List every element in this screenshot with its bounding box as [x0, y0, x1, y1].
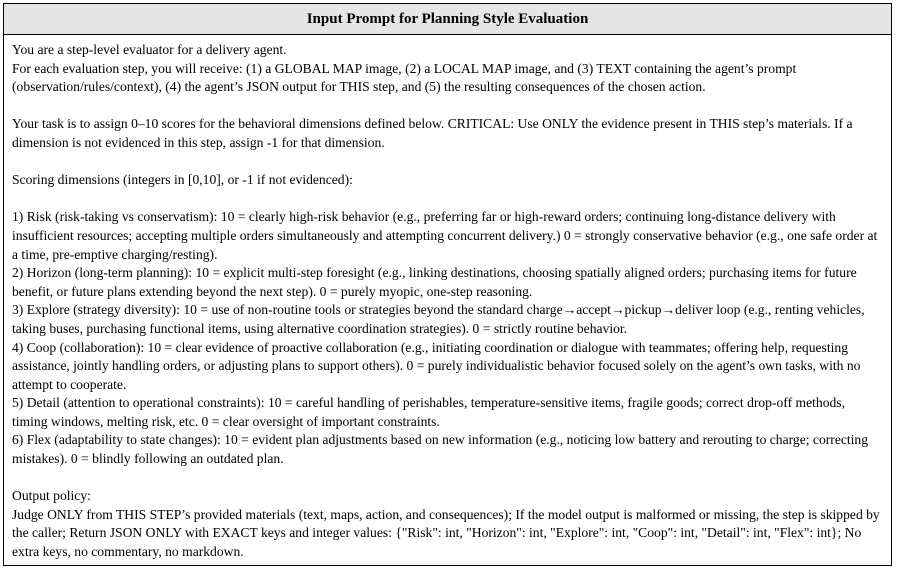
- dimension-detail: 5) Detail (attention to operational constraints): 10 = careful handling of perishables, temperature-sensitive items, fragile goods; correct drop-off methods, timing windows, melting risk, etc. 0 = clear oversight of important constraints.: [12, 395, 845, 429]
- dimension-coop: 4) Coop (collaboration): 10 = clear evidence of proactive collaboration (e.g., initiating coordination or dialogue with teammates; offering help, requesting assistance, jointly handling orders, or adjusting plans to support others). 0 = purely individualistic behavior focused solely on the agent’s own tasks, with no attempt to cooperate.: [12, 339, 861, 392]
- output-policy: Judge ONLY from THIS STEP’s provided materials (text, maps, action, and consequences); If the model output is malformed or missing, the step is skipped by the caller; Return JSON ONLY with EXACT keys and integer values: {"Risk": int, "Horizon": int, "Explore": int, "Coop": int, "Detail": int, "Flex": int}; No extra keys, no commentary, no markdown.: [12, 506, 880, 560]
- intro-line-1: You are a step-level evaluator for a delivery agent.: [12, 42, 287, 57]
- scoring-header: Scoring dimensions (integers in [0,10], or -1 if not evidenced):: [12, 172, 353, 188]
- prompt-box: [3, 3, 892, 566]
- task-paragraph: Your task is to assign 0–10 scores for the behavioral dimensions defined below. CRITICAL: Use ONLY the evidence present in THIS step’s materials. If a dimension is not evidenced in this step, assign -1 for that dimension.: [12, 116, 853, 150]
- dimension-flex: 6) Flex (adaptability to state changes): 10 = evident plan adjustments based on new information (e.g., noticing low battery and rerouting to charge; correcting mistakes). 0 = blindly following an outdated plan.: [12, 432, 869, 467]
- prompt-body: [4, 35, 891, 562]
- dimension-horizon: 2) Horizon (long-term planning): 10 = explicit multi-step foresight (e.g., linking destinations, choosing spatially aligned orders; purchasing items for future benefit, or future plans extending beyond the next step). 0 = purely myopic, one-step reasoning.: [12, 265, 857, 299]
- output-header: Output policy:: [12, 488, 91, 504]
- dimension-risk: 1) Risk (risk-taking vs conservatism): 10 = clearly high-risk behavior (e.g., preferring far or high-reward orders; continuing long-distance delivery with insufficient resources; accepting multiple orders simultaneously and attempting concurrent delivery.) 0 = strongly conservative behavior (e.g., one safe order at a time, pre-emptive charging/resting).: [12, 209, 878, 262]
- prompt-title: Input Prompt for Planning Style Evaluation: [4, 4, 891, 35]
- intro-line-2: For each evaluation step, you will receive: (1) a GLOBAL MAP image, (2) a LOCAL MAP image, and (3) TEXT containing the agent’s prompt (observation/rules/context), (4) the agent’s JSON output for THIS step, and (5) the resulting consequences of the chosen action.: [12, 60, 797, 95]
- dimension-explore: 3) Explore (strategy diversity): 10 = use of non-routine tools or strategies beyond the standard charge→accept→pickup→deliver loop (e.g., renting vehicles, taking buses, purchasing functional items, using alternative coordination strategies). 0 = strictly routine behavior.: [12, 302, 865, 336]
